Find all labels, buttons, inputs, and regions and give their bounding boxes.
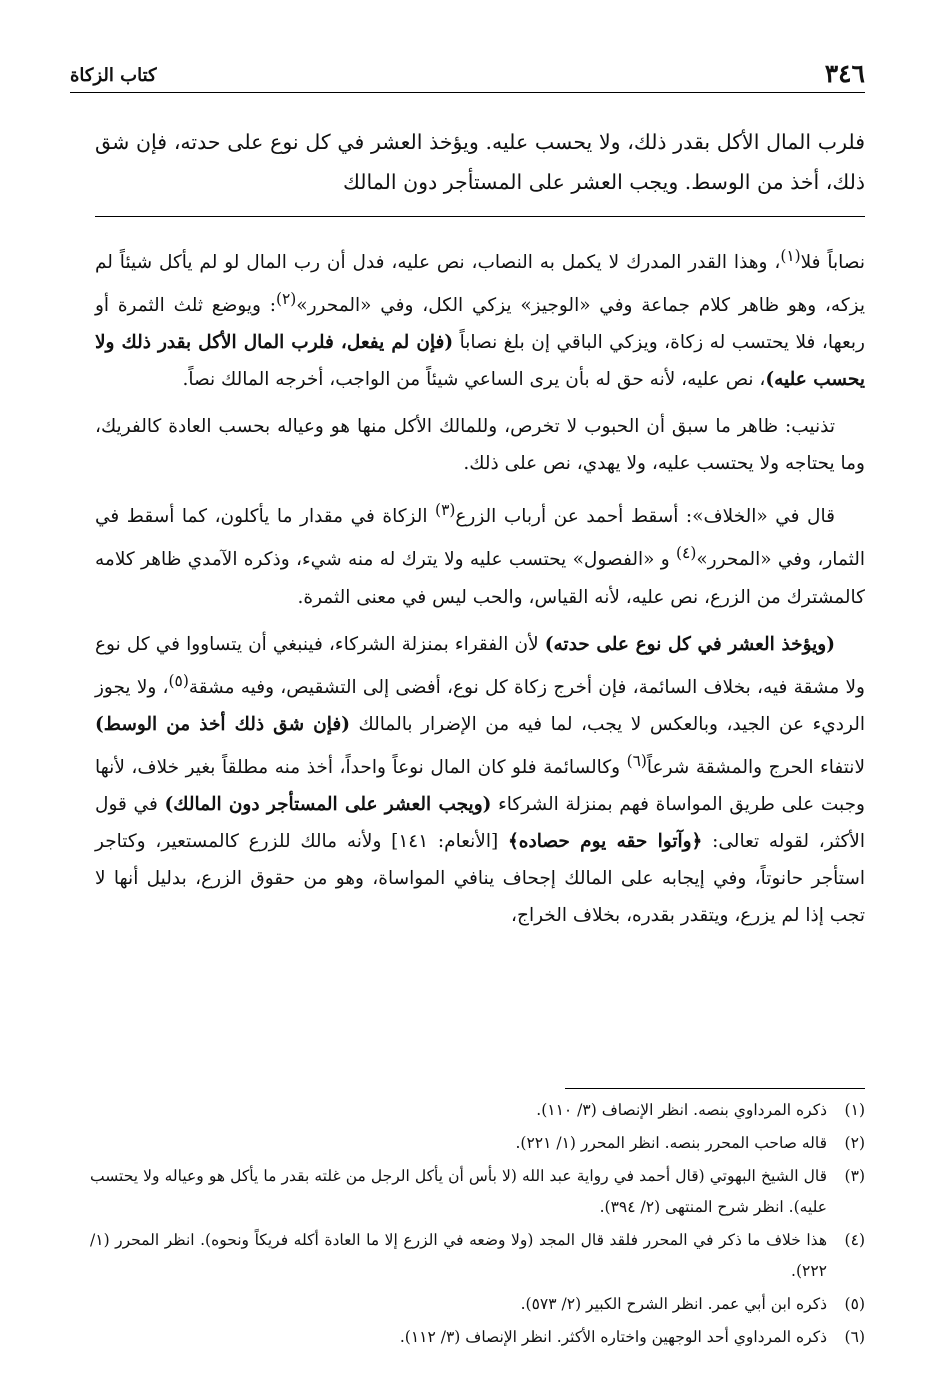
page-number: ٣٤٦: [824, 59, 865, 88]
running-title: كتاب الزكاة: [70, 65, 157, 86]
footnote-ref[interactable]: (٢): [275, 290, 297, 309]
commentary-paragraph: نصاباً فلا$^{(١)}$، وهذا القدر المدرك لا يكمل به النصاب، نص عليه، فدل أن رب المال لو لم يأكل شيئاً لم يزكه، وهو ظاهر كلام جماعة وفي «الوجيز» يزكي الكل، وفي «المحرر»$^{(٢)}$: ويوضع ثلث الثمرة أو ربعها، فلا يحتسب له زكاة، ويزكي الباقي إن بلغ نصاباً (فإن لم يفعل، فلرب المال الأكل بقدر ذلك ولا يحسب عليه)، نص عليه، لأنه حق له بأن يرى الساعي شيئاً من الواجب، أخرجه المالك نصاً.: [95, 247, 865, 391]
footnote-ref[interactable]: (٤): [676, 544, 697, 563]
footnote: [90, 1289, 865, 1320]
footnote-number: (١): [844, 1101, 865, 1119]
main-text-divider: [95, 216, 865, 217]
footnote-ref[interactable]: (٥): [168, 671, 189, 690]
quoted-matn: (ويجب العشر على المستأجر دون المالك): [164, 793, 492, 815]
footnote-number: (٢): [844, 1134, 865, 1152]
footnote-number: (٥): [844, 1295, 865, 1313]
footnote-text: ذكره ابن أبي عمر. انظر الشرح الكبير (٢/ ٥٧٣).: [520, 1295, 827, 1313]
footnote-text: ذكره المرداوي بنصه. انظر الإنصاف (٣/ ١١٠).: [536, 1101, 827, 1119]
footnote: [90, 1225, 865, 1287]
footnote: [90, 1322, 865, 1353]
footnote-divider: [565, 1088, 865, 1089]
footnote-ref[interactable]: (٣): [435, 501, 456, 520]
footnote-ref[interactable]: (٦): [626, 751, 647, 770]
footnote-number: (٣): [844, 1167, 865, 1185]
page-header: [70, 58, 865, 93]
footnote-number: (٤): [844, 1231, 865, 1249]
footnote: [90, 1095, 865, 1126]
footnote-text: هذا خلاف ما ذكر في المحرر فلقد قال المجد (ولا وضعه في الزرع إلا ما العادة أكله فريكاً ونحوه). انظر المحرر (١/ ٢٢٢).: [90, 1231, 827, 1280]
quoted-matn: (فإن لم يفعل، فلرب المال الأكل بقدر ذلك ولا يحسب عليه): [95, 332, 865, 391]
commentary-paragraph: قال في «الخلاف»: أسقط أحمد عن أرباب الزرع$^{(٣)}$ الزكاة في مقدار ما يأكلون، كما أسقط في الثمار، وفي «المحرر»$^{(٤)}$ و «الفصول» يحتسب عليه ولا يترك له منه شيء، وذكره الآمدي ظاهر كلامه كالمشترك من الزرع، نص عليه، لأنه القياس، والحب ليس في معنى الثمرة.: [95, 501, 866, 608]
commentary: [95, 238, 865, 944]
footnote: [90, 1161, 865, 1223]
main-text: فلرب المال الأكل بقدر ذلك، ولا يحسب عليه. ويؤخذ العشر في كل نوع على حدته، فإن شق ذلك، أخذ من الوسط. ويجب العشر على المستأجر دون المالك: [95, 130, 865, 194]
footnote-text: قال الشيخ البهوتي (قال أحمد في رواية عبد الله (لا بأس أن يأكل الرجل من غلته بقدر ما يأكل هو وعياله ولا يحتسب عليه). انظر شرح المنتهى (٢/ ٣٩٤).: [90, 1167, 827, 1216]
footnote-text: قاله صاحب المحرر بنصه. انظر المحرر (١/ ٢٢١).: [515, 1134, 827, 1152]
quran-verse: ﴿وآتوا حقه يوم حصاده﴾: [507, 830, 703, 852]
footnote-text: ذكره المرداوي أحد الوجهين واختاره الأكثر. انظر الإنصاف (٣/ ١١٢).: [399, 1328, 827, 1346]
quoted-matn: (ويؤخذ العشر في كل نوع على حدته): [544, 633, 835, 655]
quoted-matn: (فإن شق ذلك أخذ من الوسط): [95, 713, 351, 735]
footnote-number: (٦): [844, 1328, 865, 1346]
footnote-ref[interactable]: (١): [780, 247, 801, 265]
footnotes: [90, 1095, 865, 1355]
commentary-paragraph: تذنيب: ظاهر ما سبق أن الحبوب لا تخرص، وللمالك الأكل منها هو وعياله بحسب العادة كالفريك، وما يحتاجه ولا يحتسب عليه، ولا يهدي، نص على ذلك.: [95, 416, 865, 475]
footnote: [90, 1128, 865, 1159]
commentary-paragraph: (ويؤخذ العشر في كل نوع على حدته) لأن الفقراء بمنزلة الشركاء، فينبغي أن يتساووا في كل نوع ولا مشقة فيه، بخلاف السائمة، فإن أخرج زكاة كل نوع، أفضى إلى التشقيص، وفيه مشقة$^{(٥)}$، ولا يجوز الرديء عن الجيد، وبالعكس لا يجب، لما فيه من الإضرار بالمالك (فإن شق ذلك أخذ من الوسط) لانتفاء الحرج والمشقة شرعاً$^{(٦)}$ وكالسائمة فلو كان المال نوعاً واحداً، أخذ منه مطلقاً بغير خلاف، لأنها وجبت على طريق المواساة فهم بمنزلة الشركاء (ويجب العشر على المستأجر دون المالك) في قول الأكثر، لقوله تعالى: ﴿وآتوا حقه يوم حصاده﴾ [الأنعام: ١٤١] ولأنه مالك للزرع كالمستعير، وكتاجر استأجر حانوتاً، وفي إيجابه على المالك إجحاف ينافي المواساة، وهو من حقوق الزرع، بدليل أنها لا تجب إذا لم يزرع، ويتقدر بقدره، بخلاف الخراج،: [95, 633, 865, 926]
